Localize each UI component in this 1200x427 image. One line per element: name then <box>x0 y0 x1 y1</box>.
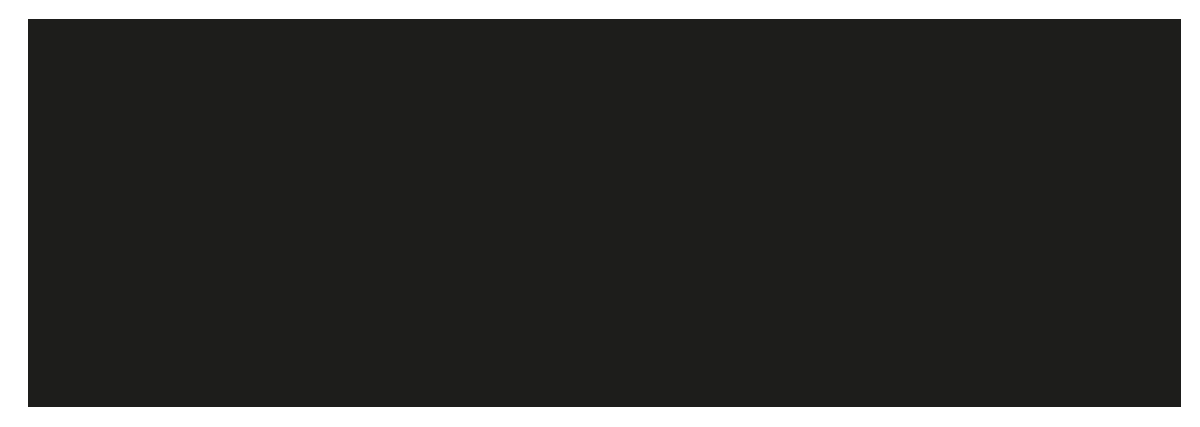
blank-screen <box>28 19 1181 407</box>
